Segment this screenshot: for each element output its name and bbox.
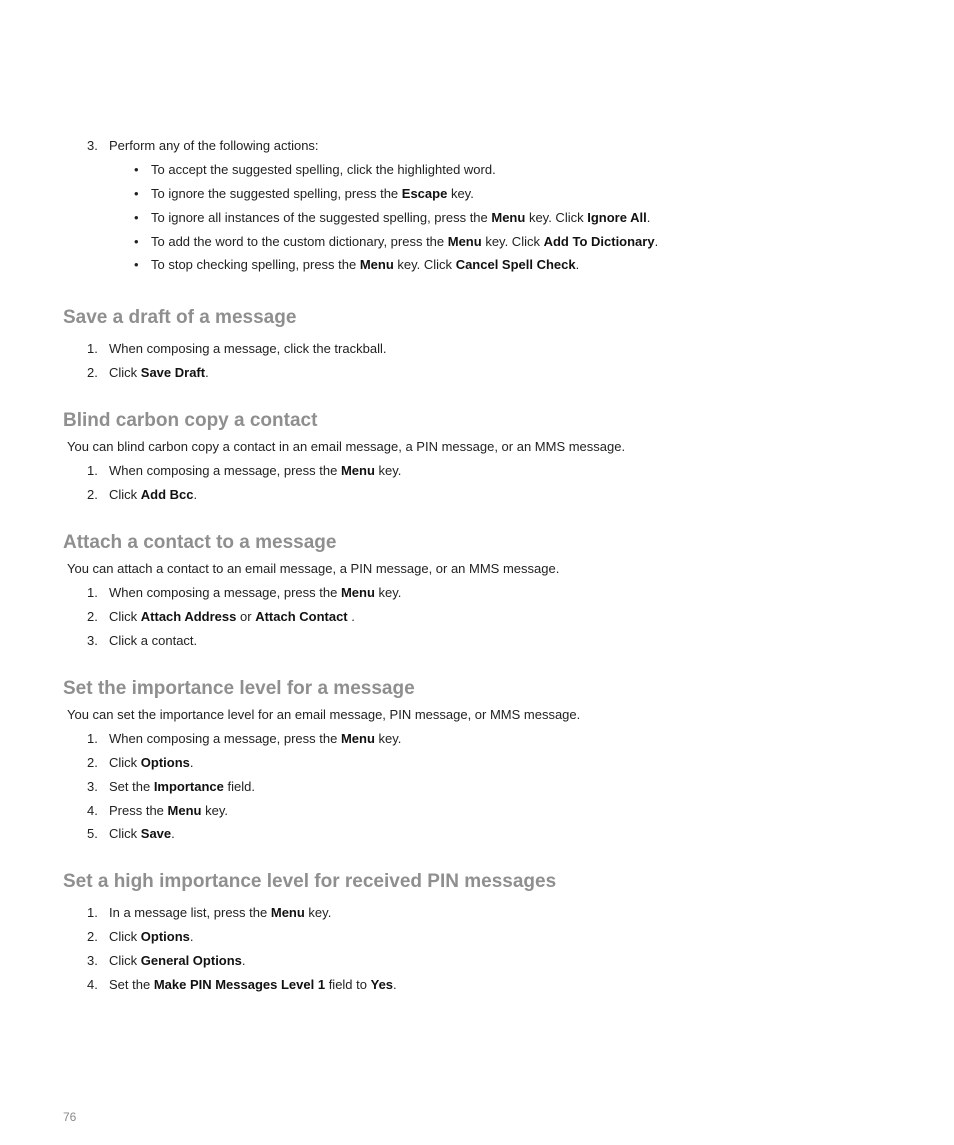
step-number: 1.	[87, 905, 98, 920]
step-number: 1.	[87, 341, 98, 356]
section-intro: You can blind carbon copy a contact in an email message, a PIN message, or an MMS message.	[67, 439, 626, 454]
key-name: Menu	[340, 731, 375, 746]
step-number: 2.	[87, 365, 98, 380]
menu-item-name: General Options	[140, 953, 242, 968]
section-heading: Save a draft of a message	[63, 307, 297, 328]
step-text: Perform any of the following actions:	[109, 138, 319, 153]
menu-item-name: Attach Contact	[255, 609, 348, 624]
menu-item-name: Add Bcc	[140, 487, 194, 502]
key-name: Menu	[167, 803, 202, 818]
key-name: Escape	[401, 186, 448, 201]
step-number: 3.	[87, 953, 98, 968]
step-item: 2. Click Attach Address or Attach Contact .	[87, 609, 355, 624]
bullet-icon: •	[134, 234, 139, 249]
bullet-item: • To ignore all instances of the suggested spelling, press the Menu key. Click Ignore All.	[134, 210, 651, 225]
bullet-icon: •	[134, 186, 139, 201]
step-item: 3. Click General Options.	[87, 953, 246, 968]
menu-item-name: Add To Dictionary	[543, 234, 655, 249]
step-number: 3.	[87, 779, 98, 794]
step-number: 4.	[87, 977, 98, 992]
key-name: Menu	[340, 585, 375, 600]
step-item: 1. When composing a message, press the Menu key.	[87, 463, 402, 478]
field-value: Yes	[370, 977, 394, 992]
step-item: 2. Click Options.	[87, 929, 194, 944]
bullet-item: • To accept the suggested spelling, click the highlighted word.	[134, 162, 496, 177]
bullet-item: • To ignore the suggested spelling, press the Escape key.	[134, 186, 474, 201]
menu-item-name: Ignore All	[587, 210, 647, 225]
step-item: 2. Click Save Draft.	[87, 365, 209, 380]
key-name: Menu	[359, 257, 394, 272]
key-name: Menu	[447, 234, 482, 249]
field-name: Make PIN Messages Level 1	[153, 977, 326, 992]
section-heading: Blind carbon copy a contact	[63, 410, 318, 431]
section-intro: You can set the importance level for an email message, PIN message, or MMS message.	[67, 707, 581, 722]
bullet-icon: •	[134, 162, 139, 177]
menu-item-name: Save	[140, 826, 172, 841]
menu-item-name: Options	[140, 755, 190, 770]
step-item: 3. Click a contact.	[87, 633, 198, 648]
menu-item-name: Cancel Spell Check	[455, 257, 576, 272]
step-number: 3.	[87, 633, 98, 648]
key-name: Menu	[340, 463, 375, 478]
step-number: 1.	[87, 463, 98, 478]
step-item	[87, 137, 319, 155]
step-item: 2. Click Add Bcc.	[87, 487, 198, 502]
step-item: 5. Click Save.	[87, 826, 175, 841]
step-item: 4. Set the Make PIN Messages Level 1 field to Yes.	[87, 977, 397, 992]
section-heading: Set a high importance level for received PIN messages	[63, 871, 557, 892]
step-item: 1. In a message list, press the Menu key.	[87, 905, 332, 920]
step-item: 1. When composing a message, press the Menu key.	[87, 585, 402, 600]
section-heading: Set the importance level for a message	[63, 678, 415, 699]
bullet-item: • To add the word to the custom dictionary, press the Menu key. Click Add To Dictionary.	[134, 234, 659, 249]
menu-item-name: Attach Address	[140, 609, 237, 624]
step-number: 1.	[87, 731, 98, 746]
section-heading: Attach a contact to a message	[63, 532, 337, 553]
bullet-item: • To stop checking spelling, press the Menu key. Click Cancel Spell Check.	[134, 257, 580, 272]
step-item: 1. When composing a message, press the Menu key.	[87, 731, 402, 746]
bullet-icon: •	[134, 210, 139, 225]
key-name: Menu	[491, 210, 526, 225]
step-number: 2.	[87, 755, 98, 770]
key-name: Menu	[270, 905, 305, 920]
step-item: 2. Click Options.	[87, 755, 194, 770]
menu-item-name: Options	[140, 929, 190, 944]
menu-item-name: Save Draft	[140, 365, 206, 380]
step-number: 5.	[87, 826, 98, 841]
step-number: 2.	[87, 487, 98, 502]
step-item: 4. Press the Menu key.	[87, 803, 228, 818]
step-number: 2.	[87, 929, 98, 944]
step-number: 1.	[87, 585, 98, 600]
step-number: 3.	[87, 138, 98, 153]
step-number: 4.	[87, 803, 98, 818]
step-item: 3. Set the Importance field.	[87, 779, 255, 794]
page-number: 76	[63, 1110, 77, 1124]
step-number: 2.	[87, 609, 98, 624]
step-item: 1. When composing a message, click the trackball.	[87, 341, 387, 356]
field-name: Importance	[153, 779, 224, 794]
section-intro: You can attach a contact to an email message, a PIN message, or an MMS message.	[67, 561, 560, 576]
bullet-icon: •	[134, 257, 139, 272]
